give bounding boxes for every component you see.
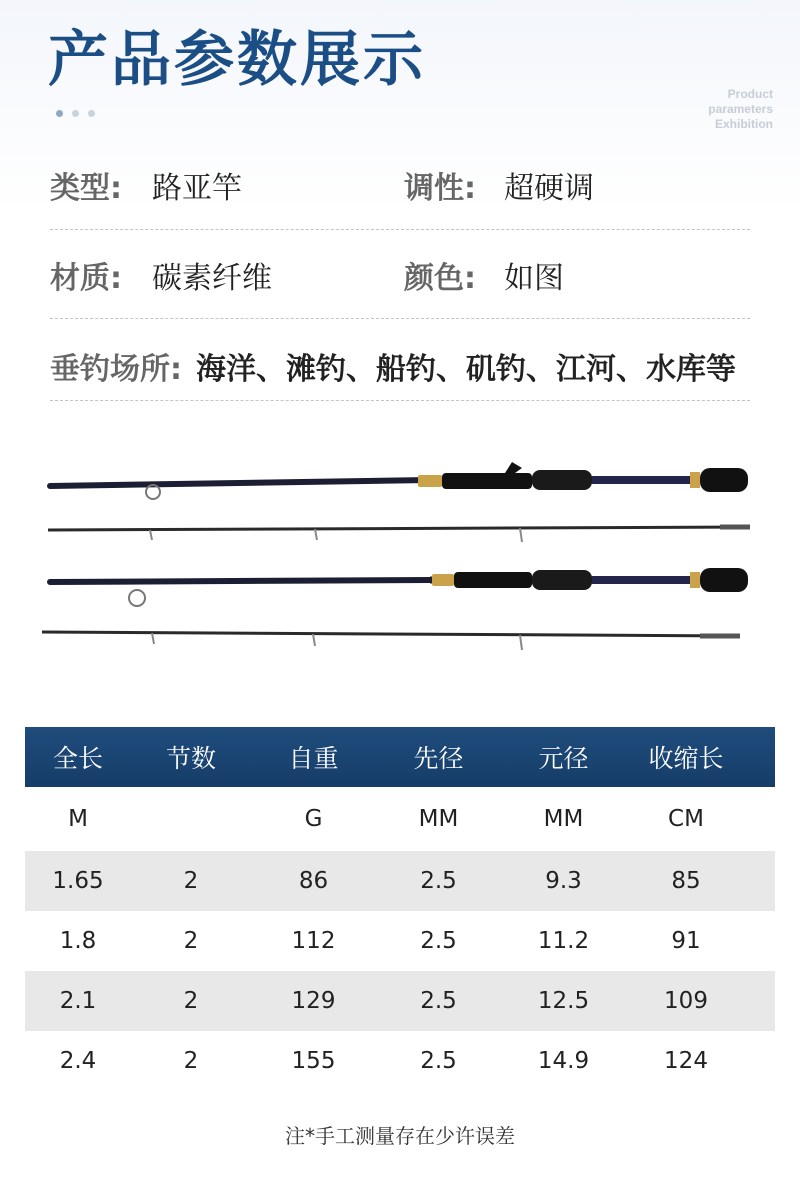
rod-butt-section-2 xyxy=(50,568,748,606)
venue-label: 垂钓场所: xyxy=(50,352,182,387)
table-row xyxy=(25,971,775,1031)
table-cell: 9.3 xyxy=(545,868,582,894)
english-subtitle xyxy=(708,87,773,132)
table-cell: 86 xyxy=(298,868,329,894)
material-label: 材质: xyxy=(50,261,122,296)
divider xyxy=(50,400,750,401)
venue-value: 海洋、滩钓、船钓、矶钓、江河、水库等 xyxy=(196,352,736,387)
rod-tip-section-1 xyxy=(48,527,750,542)
units-row xyxy=(25,787,775,851)
unit-cell: M xyxy=(68,806,88,832)
unit-cell: MM xyxy=(543,806,584,832)
table-cell: 112 xyxy=(291,928,336,954)
table-cell: 109 xyxy=(664,988,708,1014)
table-cell: 2.5 xyxy=(420,928,457,954)
unit-cell: G xyxy=(304,806,323,832)
dot-3 xyxy=(88,110,95,117)
header-weight: 自重 xyxy=(288,744,339,773)
header-sections: 节数 xyxy=(165,744,216,773)
unit-cell: CM xyxy=(668,806,704,832)
table-cell: 2 xyxy=(183,868,199,894)
material-value: 碳素纤维 xyxy=(152,261,272,296)
dot-1 xyxy=(56,110,63,117)
table-cell: 129 xyxy=(291,988,336,1014)
table-cell: 155 xyxy=(291,1048,336,1074)
table-cell: 2.5 xyxy=(420,868,457,894)
rod-butt-section-1 xyxy=(50,462,748,499)
dot-2 xyxy=(72,110,79,117)
header-butt-diameter: 元径 xyxy=(538,744,589,773)
table-cell: 1.8 xyxy=(59,928,97,954)
parameter-table xyxy=(25,727,775,1091)
measurement-note: 注*手工测量存在少许误差 xyxy=(285,1124,515,1148)
table-cell: 11.2 xyxy=(537,928,590,954)
type-value: 路亚竿 xyxy=(152,171,242,206)
table-cell: 12.5 xyxy=(537,988,590,1014)
table-cell: 1.65 xyxy=(52,868,104,894)
pagination-dots xyxy=(56,110,95,117)
header-closed-length: 收缩长 xyxy=(648,744,724,773)
table-cell: 2 xyxy=(183,928,199,954)
english-subtitle-line-3: Exhibition xyxy=(715,117,773,131)
type-label: 类型: xyxy=(50,171,122,206)
table-cell: 2.5 xyxy=(420,988,457,1014)
color-label: 颜色: xyxy=(404,261,476,296)
table-cell: 91 xyxy=(671,928,701,954)
rod-tip-section-2 xyxy=(42,632,740,650)
action-label: 调性: xyxy=(404,171,476,206)
divider xyxy=(50,318,750,319)
english-subtitle-line-1: Product xyxy=(727,87,773,101)
table-cell: 2 xyxy=(183,1048,199,1074)
header-length: 全长 xyxy=(52,744,103,773)
table-row xyxy=(25,851,775,911)
english-subtitle-line-2: parameters xyxy=(708,102,773,116)
table-cell: 2.5 xyxy=(420,1048,457,1074)
color-value: 如图 xyxy=(504,261,564,296)
table-cell: 2 xyxy=(183,988,199,1014)
page-title: 产品参数展示 xyxy=(48,25,426,95)
table-row xyxy=(25,911,775,971)
table-cell: 2.4 xyxy=(59,1048,97,1074)
unit-cell: MM xyxy=(418,806,459,832)
action-value: 超硬调 xyxy=(504,171,594,206)
table-cell: 85 xyxy=(671,868,701,894)
header-tip-diameter: 先径 xyxy=(413,744,464,773)
table-cell: 124 xyxy=(664,1048,708,1074)
fishing-rod-image xyxy=(0,450,800,670)
divider xyxy=(50,229,750,230)
table-header xyxy=(25,727,775,787)
table-row xyxy=(25,1031,775,1091)
table-cell: 2.1 xyxy=(59,988,97,1014)
table-cell: 14.9 xyxy=(537,1048,590,1074)
